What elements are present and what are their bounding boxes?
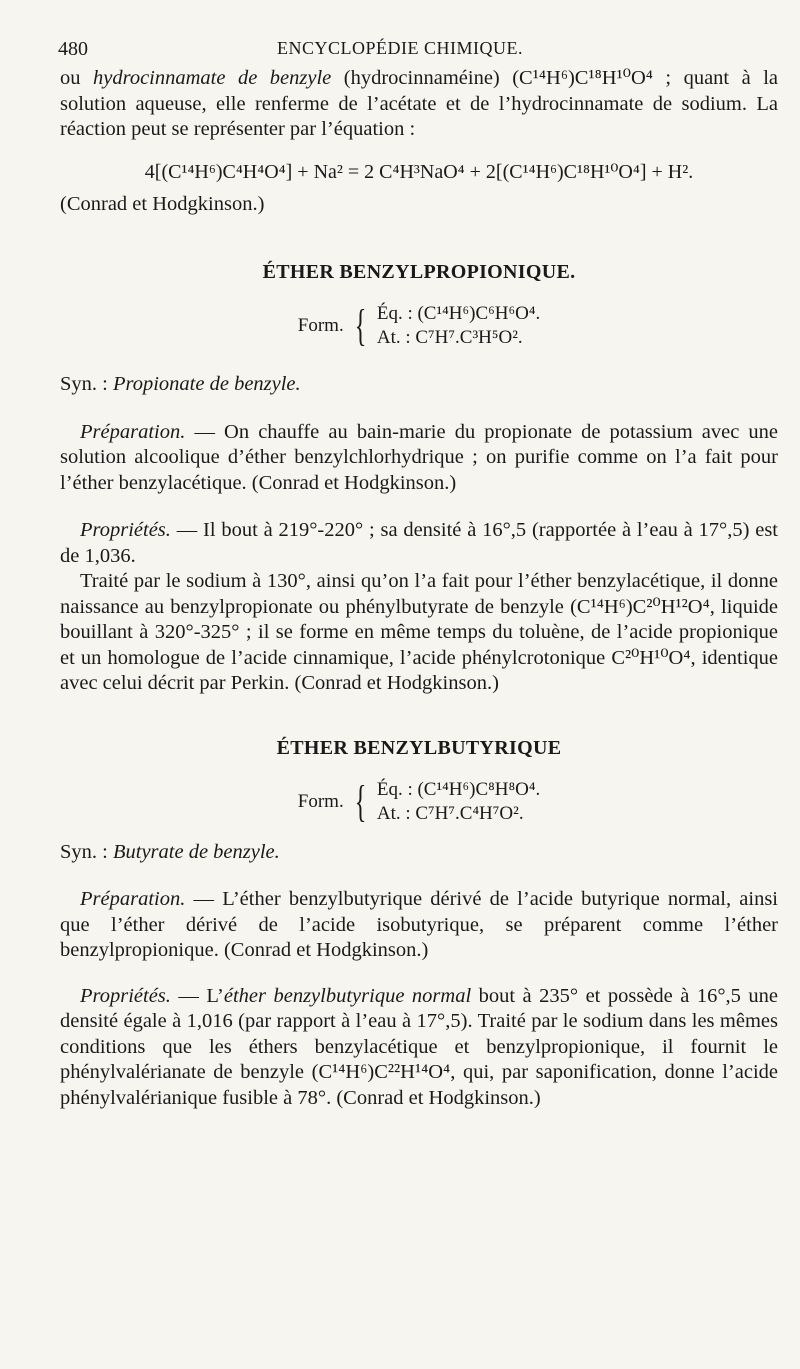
properties-paragraph: [60, 984, 778, 1112]
formula-equivalent: Éq. : (C¹⁴H⁶)C⁸H⁸O⁴.: [376, 778, 541, 800]
section-title-benzylbutyrique: ÉTHER BENZYLBUTYRIQUE: [276, 736, 562, 759]
intro-text-rest: (hydrocinnaméine) (C¹⁴H⁶)C¹⁸H¹⁰O⁴ ; quant à la solution aqueuse, elle renferme de l’acétate et de l’hydrocinnamate de sodium. La réaction peut se représenter par l’équation :: [60, 67, 779, 140]
syn-label: Syn. :: [60, 373, 113, 395]
properties-label: Propriétés.: [80, 519, 171, 541]
properties-text-rest: bout à 235° et possède à 16°,5 une densité égale à 1,016 (par rapport à l’eau à 17°,5). Traité par le sodium dans les mêmes conditions que les éthers benzylacétique et benzylpropionique, il fournit le phénylvalérianate de benzyle (C¹⁴H⁶)C²²H¹⁴O⁴, qui, par saponification, donne l’acide phénylvalérianique fusible à 78°. (Conrad et Hodgkinson.): [60, 984, 778, 1109]
section-title-benzylpropionique: ÉTHER BENZYLPROPIONIQUE.: [262, 261, 576, 283]
preparation-paragraph: [60, 887, 778, 964]
formula-lines: [377, 302, 540, 350]
synonym-line: [60, 840, 778, 866]
intro-citation: (Conrad et Hodgkinson.): [60, 192, 265, 215]
properties-italic-name: éther benzylbutyrique normal: [223, 984, 472, 1007]
formula-block-propionique: [60, 302, 778, 350]
page-body: [60, 66, 778, 1111]
intro-italic-name: hydrocinnamate de benzyle: [93, 67, 332, 89]
properties-text: — Il bout à 219°-220° ; sa densité à 16°,5 (rapportée à l’eau à 17°,5) est de 1,036.: [60, 519, 778, 567]
intro-paragraph: [60, 66, 778, 143]
formula-block-butyrique: [60, 778, 778, 826]
formula-atomic: At. : C⁷H⁷.C³H⁵O².: [376, 327, 523, 348]
page-header: [58, 38, 742, 66]
sodium-reaction-paragraph: Traité par le sodium à 130°, ainsi qu’on l’a fait pour l’éther benzylacétique, il donne naissance au benzylpropionate ou phénylbutyrate de benzyle (C¹⁴H⁶)C²⁰H¹²O⁴, liquide bouillant à 320°-325° ; il se forme en même temps du toluène, de l’acide propionique et un homologue de l’acide cinnamique, l’acide phénylcrotonique C²⁰H¹⁰O⁴, identique avec celui décrit par Perkin. (Conrad et Hodgkinson.): [60, 570, 778, 694]
formula-atomic: At. : C⁷H⁷.C⁴H⁷O².: [376, 802, 524, 824]
running-title: ENCYCLOPÉDIE CHIMIQUE.: [277, 38, 523, 58]
properties-label: Propriétés.: [80, 984, 171, 1007]
formula-lines: [377, 778, 540, 826]
preparation-paragraph: [60, 420, 778, 497]
intro-text-start: ou: [60, 67, 93, 89]
formula-equivalent: Éq. : (C¹⁴H⁶)C⁶H⁶O⁴.: [376, 303, 541, 324]
properties-text-start: — L’: [170, 984, 224, 1007]
synonym-line: [60, 372, 778, 398]
syn-value: Butyrate de benzyle.: [112, 840, 280, 863]
brace-symbol: {: [354, 776, 367, 826]
syn-label: Syn. :: [60, 840, 113, 863]
form-label: Form.: [297, 790, 344, 812]
syn-value: Propionate de benzyle.: [112, 373, 301, 395]
properties-paragraph: [60, 518, 778, 569]
preparation-label: Préparation.: [80, 888, 186, 910]
preparation-label: Préparation.: [80, 420, 186, 443]
preparation-text: — On chauffe au bain-marie du propionate de potassium avec une solution alcoolique d’éther benzylchlorhydrique ; on purifie comme on l’a fait pour l’éther benzylacétique. (Conrad et Hodgkinson.): [60, 420, 778, 494]
reaction-equation: 4[(C¹⁴H⁶)C⁴H⁴O⁴] + Na² = 2 C⁴H³NaO⁴ + 2[(C¹⁴H⁶)C¹⁸H¹⁰O⁴] + H².: [144, 160, 694, 183]
preparation-text: — L’éther benzylbutyrique dérivé de l’acide butyrique normal, ainsi que l’éther dérivé de l’acide isobutyrique, se préparent comme l’éther benzylpropionique. (Conrad et Hodgkinson.): [60, 888, 778, 961]
brace-symbol: {: [354, 301, 367, 350]
form-label: Form.: [297, 315, 344, 336]
page-number: 480: [58, 38, 88, 60]
